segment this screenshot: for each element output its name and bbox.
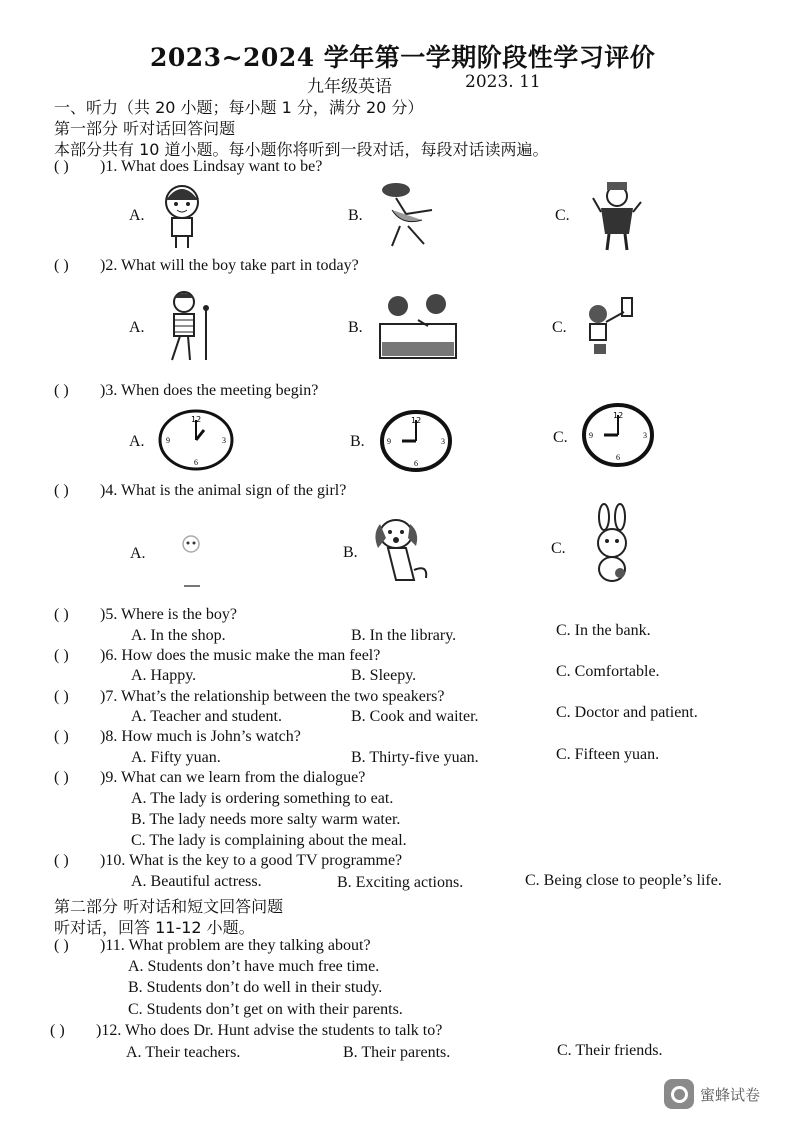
girl-figure-icon <box>156 178 208 250</box>
option-a: A. Happy. <box>131 667 197 684</box>
question-6: )6. How does the music make the man feel? <box>100 647 381 664</box>
option-c: C. Students don’t get on with their parents. <box>128 1001 403 1018</box>
option-c: C. Doctor and patient. <box>556 704 698 721</box>
question-5: )5. Where is the boy? <box>100 606 237 623</box>
svg-text:3: 3 <box>222 436 226 445</box>
clock-c-icon <box>582 403 654 467</box>
speech-figure-icon <box>582 292 642 362</box>
option-c: C. In the bank. <box>556 622 651 639</box>
option-c-label: C. <box>551 540 566 557</box>
svg-text:12: 12 <box>613 411 624 420</box>
question-4: )4. What is the animal sign of the girl? <box>100 482 347 499</box>
search-logo-icon <box>664 1079 694 1109</box>
svg-text:12: 12 <box>411 416 422 425</box>
answer-blank[interactable]: ( ) <box>54 158 69 175</box>
section-heading: 一、听力（共 20 小题；每小题 1 分，满分 20 分） <box>54 98 424 117</box>
answer-blank[interactable]: ( ) <box>54 257 69 274</box>
answer-blank[interactable]: ( ) <box>54 606 69 623</box>
option-b: B. Sleepy. <box>351 667 417 684</box>
option-a-label: A. <box>129 207 145 224</box>
svg-text:9: 9 <box>589 431 593 440</box>
option-a: A. Fifty yuan. <box>131 749 221 766</box>
option-a: A. Their teachers. <box>126 1044 241 1061</box>
answer-blank[interactable]: ( ) <box>54 688 69 705</box>
answer-blank[interactable]: ( ) <box>54 728 69 745</box>
option-c: C. Fifteen yuan. <box>556 746 660 763</box>
answer-blank[interactable]: ( ) <box>54 382 69 399</box>
rabbit-icon <box>586 503 636 585</box>
part1-title: 第一部分 听对话回答问题 <box>54 119 236 138</box>
question-9: )9. What can we learn from the dialogue? <box>100 769 366 786</box>
svg-text:9: 9 <box>166 436 170 445</box>
option-a: A. Beautiful actress. <box>131 873 262 890</box>
question-1: )1. What does Lindsay want to be? <box>100 158 323 175</box>
option-a-label: A. <box>130 545 146 562</box>
option-c-label: C. <box>552 319 567 336</box>
option-b-label: B. <box>348 207 363 224</box>
answer-blank[interactable]: ( ) <box>54 482 69 499</box>
dancer-figure-icon <box>372 180 440 250</box>
question-2: )2. What will the boy take part in today? <box>100 257 359 274</box>
answer-blank[interactable]: ( ) <box>54 647 69 664</box>
exam-title: 2023~2024 学年第一学期阶段性学习评价 <box>150 43 656 72</box>
option-b: B. Their parents. <box>343 1044 451 1061</box>
watermark <box>664 1076 774 1112</box>
svg-text:9: 9 <box>387 437 391 446</box>
option-c-label: C. <box>553 429 568 446</box>
option-c: C. Their friends. <box>557 1042 663 1059</box>
option-b-label: B. <box>348 319 363 336</box>
svg-text:6: 6 <box>616 453 620 462</box>
part1-instructions: 本部分共有 10 道小题。每小题你将听到一段对话，每段对话读两遍。 <box>54 140 549 159</box>
answer-blank[interactable]: ( ) <box>54 852 69 869</box>
answer-blank[interactable]: ( ) <box>54 937 69 954</box>
debate-figure-icon <box>378 290 458 362</box>
singer-figure-icon <box>160 288 220 364</box>
watermark-text: 蜜蜂试卷 <box>700 1085 761 1104</box>
faint-animal-icon <box>176 530 206 588</box>
clock-b-icon <box>380 410 452 472</box>
question-10: )10. What is the key to a good TV programme? <box>100 852 403 869</box>
question-3: )3. When does the meeting begin? <box>100 382 319 399</box>
option-c: C. Being close to people’s life. <box>525 872 722 889</box>
chef-figure-icon <box>585 178 649 252</box>
option-b: B. In the library. <box>351 627 457 644</box>
answer-blank[interactable]: ( ) <box>50 1022 65 1039</box>
option-b: B. Cook and waiter. <box>351 708 479 725</box>
option-c: C. The lady is complaining about the meal. <box>131 832 407 849</box>
clock-a-icon <box>158 408 234 472</box>
option-a: A. Teacher and student. <box>131 708 282 725</box>
option-b: B. Students don’t do well in their study. <box>128 979 383 996</box>
svg-text:3: 3 <box>441 437 445 446</box>
option-a: A. The lady is ordering something to eat. <box>131 790 394 807</box>
option-a: A. Students don’t have much free time. <box>128 958 380 975</box>
part2-title: 第二部分 听对话和短文回答问题 <box>54 897 284 916</box>
question-11: )11. What problem are they talking about? <box>100 937 371 954</box>
option-b-label: B. <box>343 544 358 561</box>
question-12: )12. Who does Dr. Hunt advise the students to talk to? <box>96 1022 443 1039</box>
exam-subject: 九年级英语 <box>307 77 392 97</box>
svg-text:6: 6 <box>194 458 198 467</box>
answer-blank[interactable]: ( ) <box>54 769 69 786</box>
svg-text:12: 12 <box>191 415 202 424</box>
svg-text:6: 6 <box>414 459 418 468</box>
option-b: B. Thirty-five yuan. <box>351 749 479 766</box>
dog-icon <box>370 514 432 588</box>
option-a-label: A. <box>129 319 145 336</box>
option-c-label: C. <box>555 207 570 224</box>
question-8: )8. How much is John’s watch? <box>100 728 301 745</box>
part2-instructions: 听对话，回答 11-12 小题。 <box>54 918 255 937</box>
option-c: C. Comfortable. <box>556 663 660 680</box>
option-b: B. The lady needs more salty warm water. <box>131 811 401 828</box>
option-b: B. Exciting actions. <box>337 874 464 891</box>
exam-date: 2023. 11 <box>465 72 541 92</box>
option-b-label: B. <box>350 433 365 450</box>
option-a-label: A. <box>129 433 145 450</box>
question-7: )7. What’s the relationship between the two speakers? <box>100 688 445 705</box>
svg-text:3: 3 <box>643 431 647 440</box>
option-a: A. In the shop. <box>131 627 226 644</box>
